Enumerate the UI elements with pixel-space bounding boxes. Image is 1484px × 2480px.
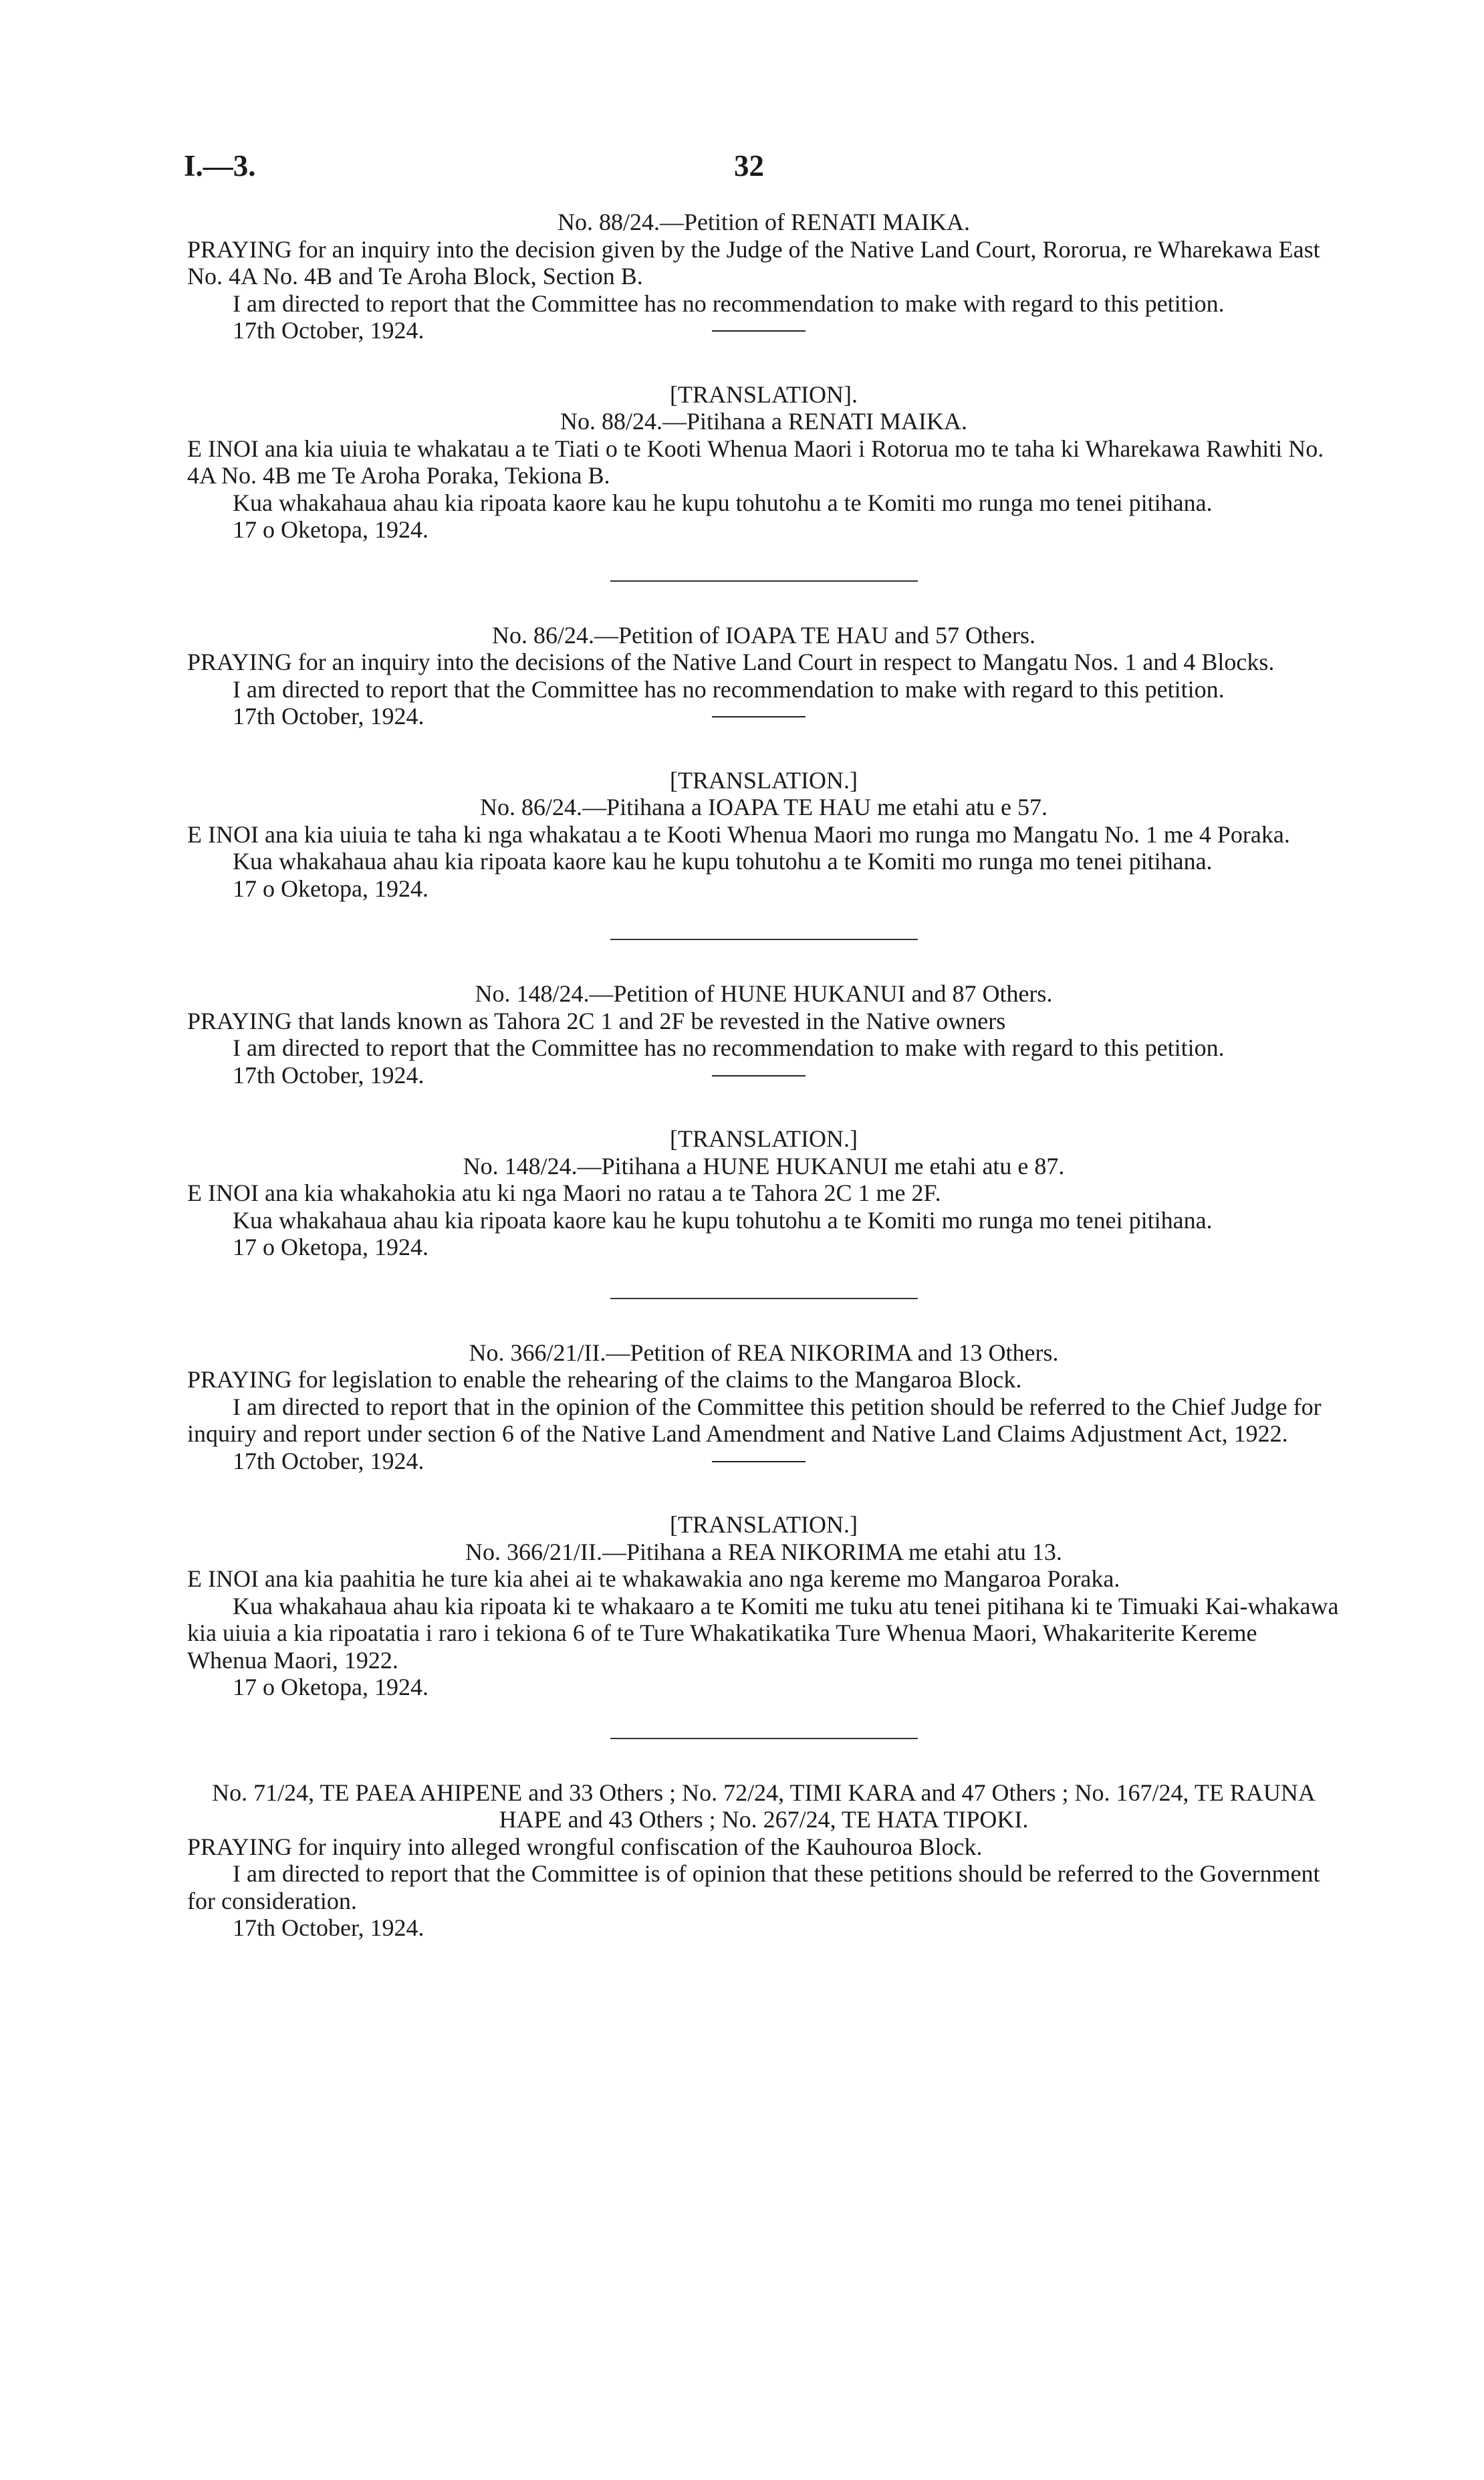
petition-prayer: PRAYING that lands known as Tahora 2C 1 and 2F be revested in the Native owners — [187, 1007, 1006, 1034]
section-divider — [610, 1298, 918, 1299]
translation-date: 17 o Oketopa, 1924. — [233, 516, 428, 543]
section-divider — [610, 939, 918, 940]
translation-heading: No. 366/21/II.—Pitihana a REA NIKORIMA me etahi atu 13. — [465, 1538, 1062, 1565]
translation-date: 17 o Oketopa, 1924. — [233, 1674, 428, 1700]
combined-petitions-prayer: PRAYING for inquiry into alleged wrongful confiscation of the Kauhouroa Block. — [187, 1833, 983, 1860]
section-divider — [610, 580, 918, 582]
petition-date-text: 17th October, 1924. — [233, 1061, 424, 1089]
short-rule — [712, 1075, 806, 1077]
translation-report: Kua whakahaua ahau kia ripoata ki te whakaaro a te Komiti me tuku atu tenei pitihana ki te Timuaki Kai-whakawa kia uiuia a kia ripoatatia i raro i tekiona 6 of te Ture Whakatikatika Ture Whenua Maori, Whakariterite Kereme Whenua Maori, 1922. — [187, 1592, 1339, 1674]
petition-prayer: PRAYING for an inquiry into the decision given by the Judge of the Native Land Court, Rororua, re Wharekawa East No. 4A No. 4B and Te Aroha Block, Section B. — [187, 235, 1320, 290]
petition-report: I am directed to report that the Committee has no recommendation to make with regard to this petition. — [233, 1034, 1225, 1061]
combined-petitions-report: I am directed to report that the Committee is of opinion that these petitions should be referred to the Government for consideration. — [187, 1860, 1320, 1914]
short-rule — [712, 330, 806, 332]
page-number: 32 — [734, 149, 764, 183]
petition-report: I am directed to report that the Committee has no recommendation to make with regard to this petition. — [233, 675, 1225, 703]
petition-date — [187, 1448, 1340, 1475]
translation-label: [TRANSLATION]. — [670, 380, 858, 408]
translation-date: 17 o Oketopa, 1924. — [233, 1234, 428, 1260]
document-body — [187, 209, 1340, 1942]
combined-petitions-section — [187, 1779, 1340, 1942]
petition-heading: No. 148/24.—Petition of HUNE HUKANUI and 87 Others. — [475, 980, 1053, 1007]
translation-report: Kua whakahaua ahau kia ripoata kaore kau he kupu tohutohu a te Komiti mo runga mo tenei pitihana. — [233, 848, 1213, 875]
combined-petitions-date: 17th October, 1924. — [233, 1914, 424, 1941]
petition-date-text: 17th October, 1924. — [233, 703, 424, 729]
combined-petitions-heading: No. 71/24, TE PAEA AHIPENE and 33 Others ; No. 72/24, TIMI KARA and 47 Others ; No. 167/24, TE RAUNA HAPE and 43 Others ; No. 267/24, TE HATA TIPOKI. — [212, 1779, 1316, 1833]
petition-prayer: PRAYING for an inquiry into the decisions of the Native Land Court in respect to Mangatu Nos. 1 and 4 Blocks. — [187, 649, 1275, 675]
petition-date-text: 17th October, 1924. — [233, 317, 424, 344]
translation-report: Kua whakahaua ahau kia ripoata kaore kau he kupu tohutohu a te Komiti mo runga mo tenei pitihana. — [233, 1206, 1213, 1234]
petition-date-text: 17th October, 1924. — [233, 1447, 424, 1474]
translation-prayer: E INOI ana kia whakahokia atu ki nga Maori no ratau a te Tahora 2C 1 me 2F. — [187, 1179, 941, 1206]
translation-label: [TRANSLATION.] — [670, 766, 858, 794]
petition-heading: No. 366/21/II.—Petition of REA NIKORIMA and 13 Others. — [469, 1339, 1059, 1366]
petition-prayer: PRAYING for legislation to enable the rehearing of the claims to the Mangaroa Block. — [187, 1366, 1022, 1393]
section-divider — [610, 1738, 918, 1739]
petition-date — [187, 703, 1340, 730]
petition-section — [187, 622, 1340, 903]
translation-report: Kua whakahaua ahau kia ripoata kaore kau he kupu tohutohu a te Komiti mo runga mo tenei pitihana. — [233, 489, 1213, 516]
petition-section — [187, 209, 1340, 544]
translation-heading: No. 148/24.—Pitihana a HUNE HUKANUI me etahi atu e 87. — [463, 1152, 1065, 1179]
petition-report: I am directed to report that the Committee has no recommendation to make with regard to this petition. — [233, 290, 1225, 317]
translation-label: [TRANSLATION.] — [670, 1511, 858, 1538]
petition-date — [187, 317, 1340, 344]
translation-heading: No. 88/24.—Pitihana a RENATI MAIKA. — [560, 408, 967, 435]
short-rule — [712, 1461, 806, 1462]
petition-section — [187, 1339, 1340, 1701]
translation-prayer: E INOI ana kia paahitia he ture kia ahei ai te whakawakia ano nga kereme mo Mangaroa Poraka. — [187, 1565, 1120, 1592]
translation-date: 17 o Oketopa, 1924. — [233, 875, 428, 902]
petition-heading: No. 88/24.—Petition of RENATI MAIKA. — [558, 209, 970, 235]
translation-prayer: E INOI ana kia uiuia te whakatau a te Tiati o te Kooti Whenua Maori i Rotorua mo te taha ki Wharekawa Rawhiti No. 4A No. 4B me Te Aroha Poraka, Tekiona B. — [187, 435, 1324, 489]
document-reference: I.—3. — [184, 149, 256, 183]
petition-heading: No. 86/24.—Petition of IOAPA TE HAU and 57 Others. — [492, 621, 1035, 649]
translation-prayer: E INOI ana kia uiuia te taha ki nga whakatau a te Kooti Whenua Maori mo runga mo Mangatu No. 1 me 4 Poraka. — [187, 820, 1290, 848]
petition-date — [187, 1062, 1340, 1089]
short-rule — [712, 716, 806, 717]
petition-section — [187, 980, 1340, 1261]
translation-label: [TRANSLATION.] — [670, 1125, 858, 1152]
petition-report: I am directed to report that in the opinion of the Committee this petition should be referred to the Chief Judge for inquiry and report under section 6 of the Native Land Amendment and Native Land Claims Adjustment Act, 1922. — [187, 1393, 1322, 1447]
translation-heading: No. 86/24.—Pitihana a IOAPA TE HAU me etahi atu e 57. — [480, 794, 1047, 820]
